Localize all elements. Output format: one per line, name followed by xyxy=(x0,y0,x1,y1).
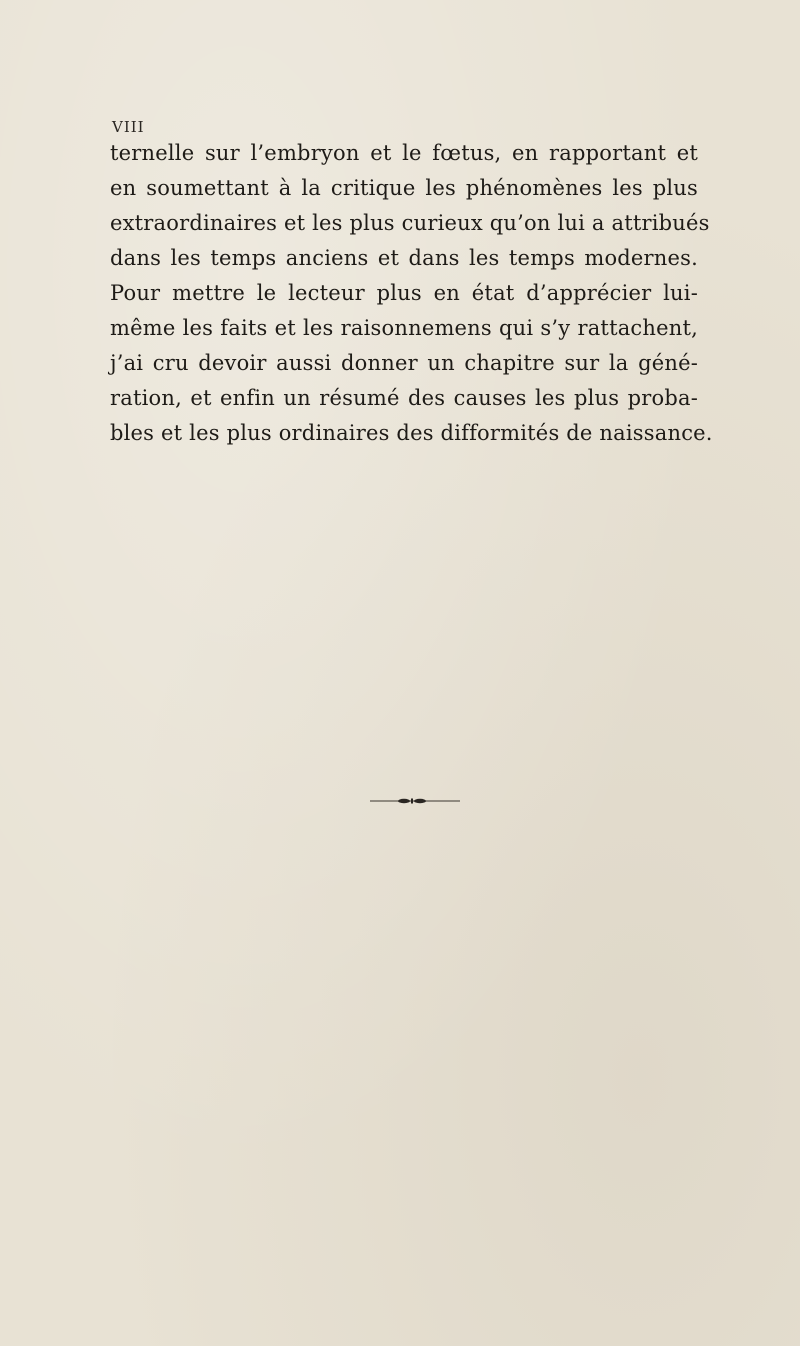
text-line: extraordinaires et les plus curieux qu’on lui a attribués xyxy=(110,211,710,235)
text-line: même les faits et les raisonnemens qui s’y rattachent, xyxy=(110,316,698,340)
text-line: bles et les plus ordinaires des difformités de naissance. xyxy=(110,421,713,445)
text-line: ternelle sur l’embryon et le fœtus, en rapportant et xyxy=(110,141,698,165)
text-line: en soumettant à la critique les phénomènes les plus xyxy=(110,176,698,200)
text-line: dans les temps anciens et dans les temps modernes. xyxy=(110,246,698,270)
text-line: j’ai cru devoir aussi donner un chapitre sur la géné- xyxy=(110,351,698,375)
paragraph xyxy=(110,136,713,451)
text-line: ration, et enfin un résumé des causes les plus proba- xyxy=(110,386,698,410)
text-line: Pour mettre le lecteur plus en état d’apprécier lui- xyxy=(110,281,698,305)
page-number: VIII xyxy=(112,118,145,136)
ornamental-rule-icon xyxy=(370,798,460,804)
